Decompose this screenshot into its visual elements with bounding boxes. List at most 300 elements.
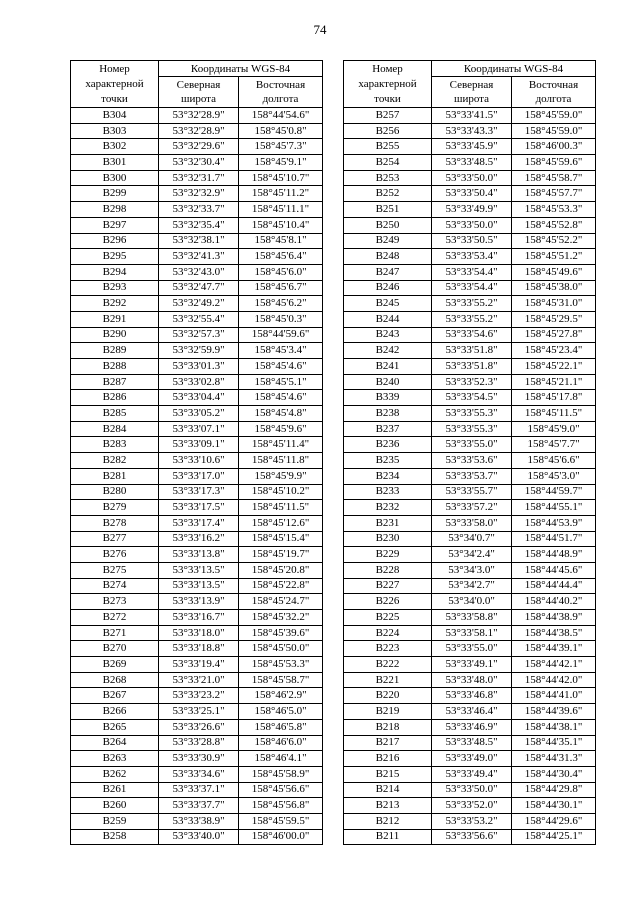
point-id-cell: В287 (71, 374, 159, 390)
latitude-cell: 53°33'54.6" (432, 327, 512, 343)
point-id-cell: В285 (71, 406, 159, 422)
point-id-cell: В212 (344, 813, 432, 829)
table-row (71, 359, 323, 375)
latitude-cell: 53°33'28.8" (159, 735, 239, 751)
latitude-cell: 53°32'29.6" (159, 139, 239, 155)
point-id-cell: В271 (71, 625, 159, 641)
latitude-cell: 53°33'51.8" (432, 359, 512, 375)
table-row (71, 202, 323, 218)
point-id-cell: В220 (344, 688, 432, 704)
latitude-cell: 53°33'58.1" (432, 625, 512, 641)
latitude-cell: 53°33'53.7" (432, 468, 512, 484)
longitude-cell: 158°44'45.6" (512, 562, 596, 578)
table-row (344, 751, 596, 767)
table-row (344, 311, 596, 327)
table-row (344, 531, 596, 547)
longitude-cell: 158°45'39.6" (239, 625, 323, 641)
latitude-cell: 53°33'55.2" (432, 296, 512, 312)
latitude-cell: 53°32'57.3" (159, 327, 239, 343)
longitude-cell: 158°45'9.9" (239, 468, 323, 484)
point-id-cell: В279 (71, 500, 159, 516)
latitude-cell: 53°33'49.0" (432, 751, 512, 767)
longitude-cell: 158°45'56.8" (239, 798, 323, 814)
latitude-cell: 53°33'43.3" (432, 123, 512, 139)
point-id-cell: В213 (344, 798, 432, 814)
latitude-cell: 53°33'50.0" (432, 782, 512, 798)
table-row (71, 453, 323, 469)
point-id-cell: В304 (71, 108, 159, 124)
longitude-cell: 158°45'15.4" (239, 531, 323, 547)
latitude-cell: 53°33'53.2" (432, 813, 512, 829)
point-id-cell: В295 (71, 249, 159, 265)
latitude-cell: 53°33'34.6" (159, 766, 239, 782)
longitude-cell: 158°45'11.4" (239, 437, 323, 453)
table-row (71, 735, 323, 751)
latitude-cell: 53°33'02.8" (159, 374, 239, 390)
table-body-right (344, 108, 596, 845)
longitude-cell: 158°45'0.8" (239, 123, 323, 139)
latitude-cell: 53°33'58.0" (432, 515, 512, 531)
table-row (344, 798, 596, 814)
point-id-cell: В289 (71, 343, 159, 359)
point-id-cell: В244 (344, 311, 432, 327)
point-id-cell: В260 (71, 798, 159, 814)
longitude-cell: 158°44'59.6" (239, 327, 323, 343)
table-row (71, 327, 323, 343)
latitude-cell: 53°33'49.9" (432, 202, 512, 218)
latitude-cell: 53°33'01.3" (159, 359, 239, 375)
point-id-cell: В238 (344, 406, 432, 422)
longitude-cell: 158°45'10.4" (239, 217, 323, 233)
table-row (344, 343, 596, 359)
point-id-cell: В249 (344, 233, 432, 249)
longitude-cell: 158°45'17.8" (512, 390, 596, 406)
point-id-cell: В232 (344, 500, 432, 516)
table-row (71, 641, 323, 657)
table-row (344, 578, 596, 594)
header-longitude: Восточная долгота (512, 77, 596, 108)
point-id-cell: В280 (71, 484, 159, 500)
latitude-cell: 53°33'46.8" (432, 688, 512, 704)
point-id-cell: В303 (71, 123, 159, 139)
latitude-cell: 53°33'53.4" (432, 249, 512, 265)
header-latitude: Северная широта (432, 77, 512, 108)
table-row (71, 155, 323, 171)
point-id-cell: В275 (71, 562, 159, 578)
longitude-cell: 158°46'5.8" (239, 719, 323, 735)
table-row (71, 390, 323, 406)
latitude-cell: 53°33'55.2" (432, 311, 512, 327)
longitude-cell: 158°45'53.3" (239, 657, 323, 673)
latitude-cell: 53°32'35.4" (159, 217, 239, 233)
point-id-cell: В218 (344, 719, 432, 735)
latitude-cell: 53°32'28.9" (159, 123, 239, 139)
latitude-cell: 53°33'37.1" (159, 782, 239, 798)
latitude-cell: 53°33'53.6" (432, 453, 512, 469)
table-row (344, 390, 596, 406)
table-row (71, 766, 323, 782)
point-id-cell: В254 (344, 155, 432, 171)
point-id-cell: В216 (344, 751, 432, 767)
table-row (71, 233, 323, 249)
latitude-cell: 53°33'16.2" (159, 531, 239, 547)
point-id-cell: В277 (71, 531, 159, 547)
longitude-cell: 158°45'10.2" (239, 484, 323, 500)
longitude-cell: 158°45'29.5" (512, 311, 596, 327)
longitude-cell: 158°44'55.1" (512, 500, 596, 516)
table-row (344, 202, 596, 218)
longitude-cell: 158°45'22.8" (239, 578, 323, 594)
latitude-cell: 53°33'05.2" (159, 406, 239, 422)
point-id-cell: В278 (71, 515, 159, 531)
longitude-cell: 158°45'51.2" (512, 249, 596, 265)
point-id-cell: В219 (344, 704, 432, 720)
longitude-cell: 158°45'52.8" (512, 217, 596, 233)
table-row (344, 594, 596, 610)
table-row (71, 625, 323, 641)
point-id-cell: В301 (71, 155, 159, 171)
point-id-cell: В298 (71, 202, 159, 218)
page-number: 74 (313, 22, 327, 37)
point-id-cell: В291 (71, 311, 159, 327)
longitude-cell: 158°45'11.2" (239, 186, 323, 202)
longitude-cell: 158°44'42.1" (512, 657, 596, 673)
latitude-cell: 53°34'0.0" (432, 594, 512, 610)
point-id-cell: В258 (71, 829, 159, 845)
point-id-cell: В217 (344, 735, 432, 751)
table-row (71, 108, 323, 124)
longitude-cell: 158°45'6.2" (239, 296, 323, 312)
table-row (344, 657, 596, 673)
point-id-cell: В266 (71, 704, 159, 720)
table-row (71, 798, 323, 814)
latitude-cell: 53°33'57.2" (432, 500, 512, 516)
longitude-cell: 158°45'11.5" (239, 500, 323, 516)
latitude-cell: 53°33'50.0" (432, 170, 512, 186)
longitude-cell: 158°45'59.0" (512, 123, 596, 139)
longitude-cell: 158°44'39.6" (512, 704, 596, 720)
point-id-cell: В268 (71, 672, 159, 688)
latitude-cell: 53°33'26.6" (159, 719, 239, 735)
point-id-cell: В293 (71, 280, 159, 296)
longitude-cell: 158°44'53.9" (512, 515, 596, 531)
longitude-cell: 158°46'00.0" (239, 829, 323, 845)
table-row (71, 578, 323, 594)
point-id-cell: В263 (71, 751, 159, 767)
point-id-cell: В255 (344, 139, 432, 155)
table-row (344, 170, 596, 186)
table-row (71, 672, 323, 688)
point-id-cell: В246 (344, 280, 432, 296)
longitude-cell: 158°44'38.1" (512, 719, 596, 735)
table-row (71, 139, 323, 155)
latitude-cell: 53°32'33.7" (159, 202, 239, 218)
point-id-cell: В256 (344, 123, 432, 139)
table-row (344, 484, 596, 500)
longitude-cell: 158°45'9.6" (239, 421, 323, 437)
longitude-cell: 158°45'6.7" (239, 280, 323, 296)
table-row (344, 829, 596, 845)
latitude-cell: 53°32'43.0" (159, 264, 239, 280)
point-id-cell: В223 (344, 641, 432, 657)
latitude-cell: 53°33'46.4" (432, 704, 512, 720)
longitude-cell: 158°45'19.7" (239, 547, 323, 563)
table-row (71, 547, 323, 563)
point-id-cell: В292 (71, 296, 159, 312)
table-row (344, 562, 596, 578)
point-id-cell: В262 (71, 766, 159, 782)
point-id-cell: В225 (344, 610, 432, 626)
table-row (71, 311, 323, 327)
point-id-cell: В222 (344, 657, 432, 673)
longitude-cell: 158°44'30.1" (512, 798, 596, 814)
table-row (344, 123, 596, 139)
longitude-cell: 158°44'51.7" (512, 531, 596, 547)
point-id-cell: В286 (71, 390, 159, 406)
table-row (71, 264, 323, 280)
point-id-cell: В282 (71, 453, 159, 469)
point-id-cell: В290 (71, 327, 159, 343)
latitude-cell: 53°32'41.3" (159, 249, 239, 265)
latitude-cell: 53°33'07.1" (159, 421, 239, 437)
longitude-cell: 158°45'59.5" (239, 813, 323, 829)
point-id-cell: В273 (71, 594, 159, 610)
point-id-cell: В245 (344, 296, 432, 312)
latitude-cell: 53°32'28.9" (159, 108, 239, 124)
longitude-cell: 158°45'4.8" (239, 406, 323, 422)
longitude-cell: 158°45'11.5" (512, 406, 596, 422)
point-id-cell: В215 (344, 766, 432, 782)
point-id-cell: В233 (344, 484, 432, 500)
latitude-cell: 53°33'49.1" (432, 657, 512, 673)
longitude-cell: 158°45'3.0" (512, 468, 596, 484)
latitude-cell: 53°33'55.0" (432, 641, 512, 657)
longitude-cell: 158°45'6.4" (239, 249, 323, 265)
point-id-cell: В297 (71, 217, 159, 233)
latitude-cell: 53°33'45.9" (432, 139, 512, 155)
latitude-cell: 53°33'13.9" (159, 594, 239, 610)
latitude-cell: 53°33'23.2" (159, 688, 239, 704)
longitude-cell: 158°45'38.0" (512, 280, 596, 296)
latitude-cell: 53°33'55.7" (432, 484, 512, 500)
table-body-left (71, 108, 323, 845)
table-row (344, 547, 596, 563)
table-row (344, 704, 596, 720)
latitude-cell: 53°32'49.2" (159, 296, 239, 312)
table-row (344, 813, 596, 829)
longitude-cell: 158°44'25.1" (512, 829, 596, 845)
longitude-cell: 158°45'57.7" (512, 186, 596, 202)
longitude-cell: 158°45'10.7" (239, 170, 323, 186)
latitude-cell: 53°32'59.9" (159, 343, 239, 359)
longitude-cell: 158°45'31.0" (512, 296, 596, 312)
table-row (71, 751, 323, 767)
table-row (344, 374, 596, 390)
table-row (71, 610, 323, 626)
latitude-cell: 53°33'50.4" (432, 186, 512, 202)
point-id-cell: В231 (344, 515, 432, 531)
latitude-cell: 53°33'19.4" (159, 657, 239, 673)
longitude-cell: 158°44'54.6" (239, 108, 323, 124)
latitude-cell: 53°33'54.4" (432, 264, 512, 280)
table-row (344, 672, 596, 688)
longitude-cell: 158°45'4.6" (239, 390, 323, 406)
header-coordinates: Координаты WGS-84 (159, 61, 323, 77)
point-id-cell: В300 (71, 170, 159, 186)
table-row (344, 155, 596, 171)
table-row (344, 437, 596, 453)
latitude-cell: 53°33'58.8" (432, 610, 512, 626)
point-id-cell: В299 (71, 186, 159, 202)
table-row (344, 500, 596, 516)
longitude-cell: 158°45'27.8" (512, 327, 596, 343)
latitude-cell: 53°32'31.7" (159, 170, 239, 186)
longitude-cell: 158°45'0.3" (239, 311, 323, 327)
latitude-cell: 53°33'16.7" (159, 610, 239, 626)
table-row (71, 484, 323, 500)
point-id-cell: В339 (344, 390, 432, 406)
coordinates-table-left (70, 60, 323, 845)
longitude-cell: 158°45'7.3" (239, 139, 323, 155)
header-longitude: Восточная долгота (239, 77, 323, 108)
table-row (344, 280, 596, 296)
longitude-cell: 158°44'48.9" (512, 547, 596, 563)
longitude-cell: 158°45'23.4" (512, 343, 596, 359)
latitude-cell: 53°33'17.0" (159, 468, 239, 484)
point-id-cell: В241 (344, 359, 432, 375)
latitude-cell: 53°32'38.1" (159, 233, 239, 249)
latitude-cell: 53°34'2.7" (432, 578, 512, 594)
table-row (344, 782, 596, 798)
point-id-cell: В252 (344, 186, 432, 202)
longitude-cell: 158°45'58.9" (239, 766, 323, 782)
longitude-cell: 158°45'5.1" (239, 374, 323, 390)
table-row (71, 468, 323, 484)
header-point-number: Номер характерной точки (71, 61, 159, 108)
longitude-cell: 158°45'20.8" (239, 562, 323, 578)
point-id-cell: В240 (344, 374, 432, 390)
longitude-cell: 158°45'6.0" (239, 264, 323, 280)
point-id-cell: В211 (344, 829, 432, 845)
longitude-cell: 158°45'52.2" (512, 233, 596, 249)
table-row (344, 108, 596, 124)
longitude-cell: 158°44'40.2" (512, 594, 596, 610)
latitude-cell: 53°33'52.3" (432, 374, 512, 390)
longitude-cell: 158°44'42.0" (512, 672, 596, 688)
table-row (344, 233, 596, 249)
table-row (344, 610, 596, 626)
latitude-cell: 53°33'37.7" (159, 798, 239, 814)
point-id-cell: В296 (71, 233, 159, 249)
point-id-cell: В234 (344, 468, 432, 484)
table-row (344, 249, 596, 265)
longitude-cell: 158°44'59.7" (512, 484, 596, 500)
point-id-cell: В253 (344, 170, 432, 186)
point-id-cell: В284 (71, 421, 159, 437)
table-row (71, 374, 323, 390)
point-id-cell: В302 (71, 139, 159, 155)
latitude-cell: 53°33'48.5" (432, 155, 512, 171)
table-row (71, 170, 323, 186)
latitude-cell: 53°33'13.8" (159, 547, 239, 563)
point-id-cell: В230 (344, 531, 432, 547)
table-row (344, 735, 596, 751)
longitude-cell: 158°44'38.9" (512, 610, 596, 626)
longitude-cell: 158°45'21.1" (512, 374, 596, 390)
point-id-cell: В272 (71, 610, 159, 626)
longitude-cell: 158°45'3.4" (239, 343, 323, 359)
table-row (71, 249, 323, 265)
latitude-cell: 53°33'56.6" (432, 829, 512, 845)
longitude-cell: 158°45'59.0" (512, 108, 596, 124)
longitude-cell: 158°46'00.3" (512, 139, 596, 155)
table-row (71, 704, 323, 720)
table-row (344, 625, 596, 641)
latitude-cell: 53°33'17.5" (159, 500, 239, 516)
point-id-cell: В214 (344, 782, 432, 798)
point-id-cell: В250 (344, 217, 432, 233)
longitude-cell: 158°45'11.1" (239, 202, 323, 218)
table-row (71, 594, 323, 610)
longitude-cell: 158°45'22.1" (512, 359, 596, 375)
latitude-cell: 53°33'09.1" (159, 437, 239, 453)
latitude-cell: 53°33'54.5" (432, 390, 512, 406)
point-id-cell: В237 (344, 421, 432, 437)
longitude-cell: 158°45'58.7" (512, 170, 596, 186)
latitude-cell: 53°33'50.5" (432, 233, 512, 249)
point-id-cell: В274 (71, 578, 159, 594)
point-id-cell: В235 (344, 453, 432, 469)
table-row (71, 688, 323, 704)
point-id-cell: В269 (71, 657, 159, 673)
table-row (71, 343, 323, 359)
latitude-cell: 53°32'32.9" (159, 186, 239, 202)
latitude-cell: 53°33'52.0" (432, 798, 512, 814)
longitude-cell: 158°45'50.0" (239, 641, 323, 657)
table-row (344, 719, 596, 735)
latitude-cell: 53°33'38.9" (159, 813, 239, 829)
longitude-cell: 158°45'59.6" (512, 155, 596, 171)
table-row (71, 829, 323, 845)
longitude-cell: 158°44'35.1" (512, 735, 596, 751)
table-row (71, 515, 323, 531)
latitude-cell: 53°33'40.0" (159, 829, 239, 845)
table-row (71, 280, 323, 296)
header-coordinates: Координаты WGS-84 (432, 61, 596, 77)
table-row (344, 421, 596, 437)
point-id-cell: В243 (344, 327, 432, 343)
latitude-cell: 53°33'13.5" (159, 578, 239, 594)
point-id-cell: В224 (344, 625, 432, 641)
longitude-cell: 158°45'12.6" (239, 515, 323, 531)
longitude-cell: 158°45'24.7" (239, 594, 323, 610)
longitude-cell: 158°44'39.1" (512, 641, 596, 657)
table-row (71, 719, 323, 735)
latitude-cell: 53°33'18.0" (159, 625, 239, 641)
table-row (71, 186, 323, 202)
longitude-cell: 158°45'49.6" (512, 264, 596, 280)
table-row (344, 217, 596, 233)
latitude-cell: 53°33'25.1" (159, 704, 239, 720)
latitude-cell: 53°33'17.4" (159, 515, 239, 531)
latitude-cell: 53°33'13.5" (159, 562, 239, 578)
table-row (71, 562, 323, 578)
longitude-cell: 158°45'58.7" (239, 672, 323, 688)
table-row (71, 421, 323, 437)
point-id-cell: В229 (344, 547, 432, 563)
point-id-cell: В221 (344, 672, 432, 688)
table-row (344, 359, 596, 375)
